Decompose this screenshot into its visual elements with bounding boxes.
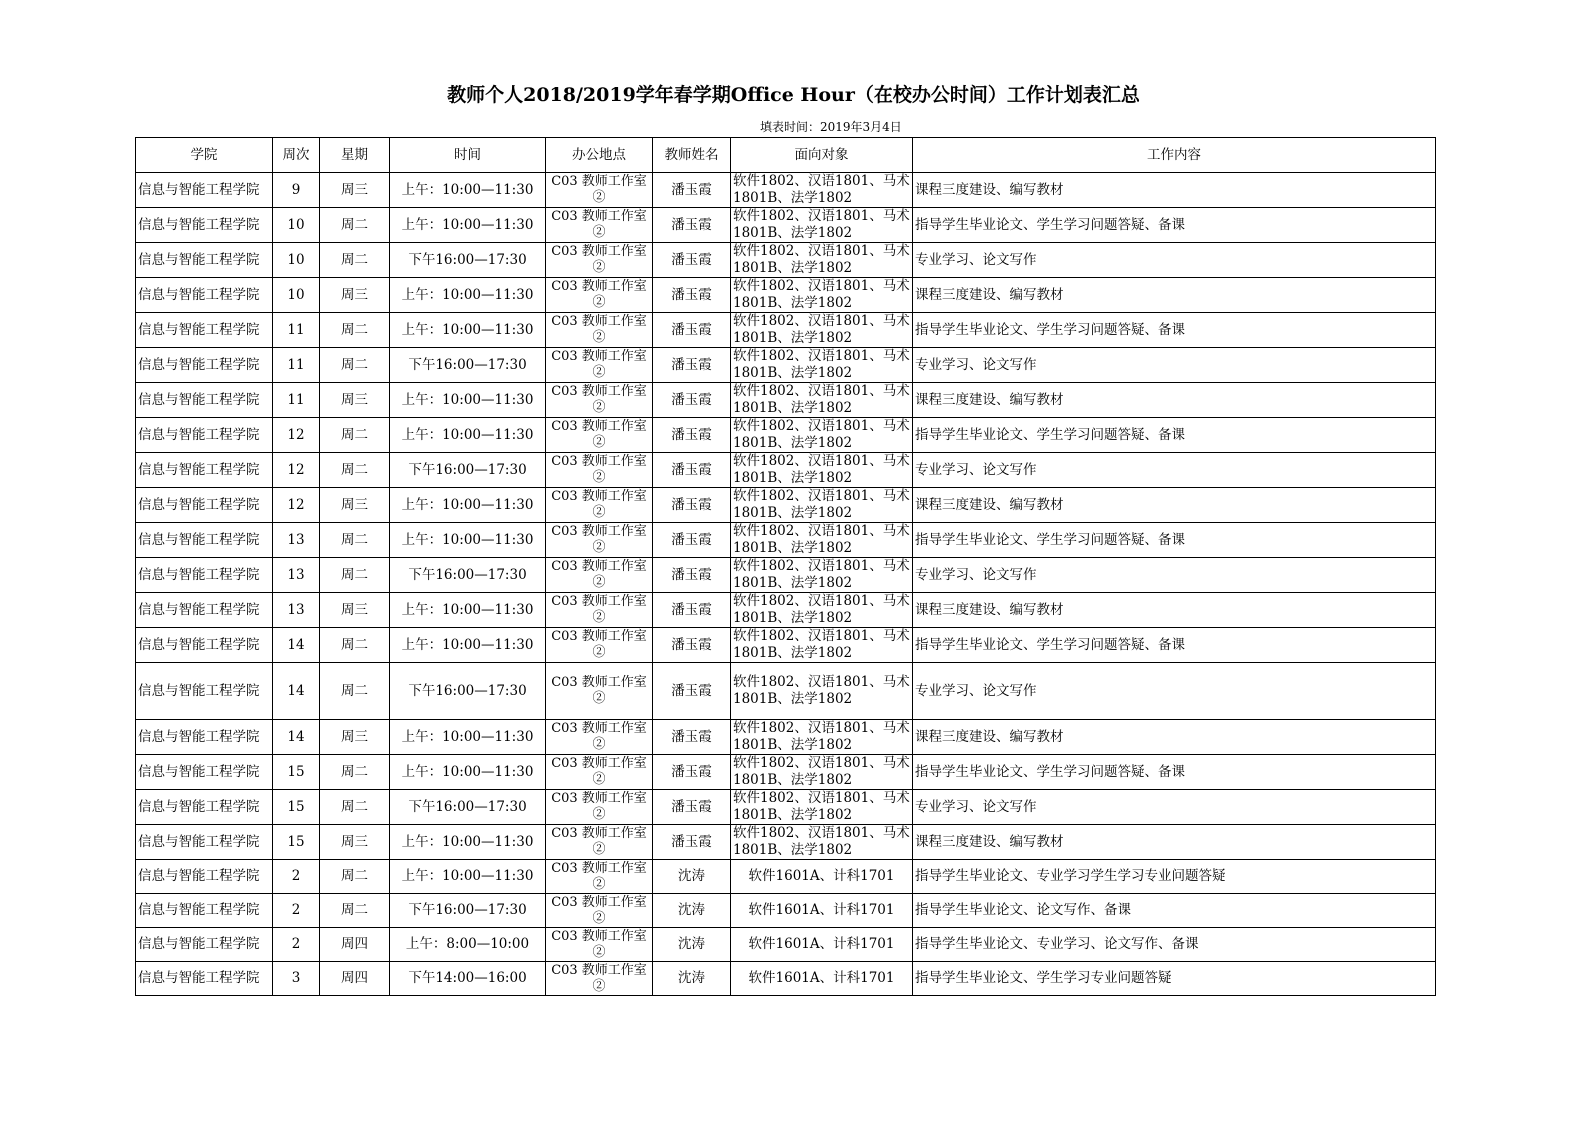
location-cell: C03 教师工作室② [546, 348, 653, 383]
header-cell: 时间 [390, 138, 546, 173]
location-cell: C03 教师工作室② [546, 928, 653, 962]
teacher-cell: 潘玉霞 [653, 790, 731, 825]
content-cell: 专业学习、论文写作 [913, 453, 1436, 488]
teacher-cell: 潘玉霞 [653, 488, 731, 523]
location-cell: C03 教师工作室② [546, 418, 653, 453]
day-cell: 周二 [320, 348, 390, 383]
audience-cell: 软件1802、汉语1801、马术1801B、法学1802 [731, 243, 913, 278]
day-cell: 周三 [320, 173, 390, 208]
audience-cell: 软件1601A、计科1701 [731, 962, 913, 996]
day-cell: 周二 [320, 628, 390, 663]
college-cell: 信息与智能工程学院 [136, 278, 273, 313]
time-cell: 下午16:00—17:30 [390, 243, 546, 278]
college-cell: 信息与智能工程学院 [136, 208, 273, 243]
content-cell: 指导学生毕业论文、论文写作、备课 [913, 894, 1436, 928]
week-cell: 2 [273, 894, 320, 928]
day-cell: 周三 [320, 825, 390, 860]
location-cell: C03 教师工作室② [546, 208, 653, 243]
header-cell: 面向对象 [731, 138, 913, 173]
day-cell: 周三 [320, 488, 390, 523]
time-cell: 下午16:00—17:30 [390, 453, 546, 488]
content-cell: 指导学生毕业论文、学生学习专业问题答疑 [913, 962, 1436, 996]
time-cell: 上午：10:00—11:30 [390, 860, 546, 894]
teacher-cell: 潘玉霞 [653, 825, 731, 860]
college-cell: 信息与智能工程学院 [136, 313, 273, 348]
time-cell: 下午16:00—17:30 [390, 348, 546, 383]
time-cell: 上午：10:00—11:30 [390, 383, 546, 418]
day-cell: 周二 [320, 755, 390, 790]
college-cell: 信息与智能工程学院 [136, 173, 273, 208]
time-cell: 上午：10:00—11:30 [390, 720, 546, 755]
table-row [136, 278, 1436, 313]
content-cell: 专业学习、论文写作 [913, 348, 1436, 383]
location-cell: C03 教师工作室② [546, 383, 653, 418]
week-cell: 2 [273, 928, 320, 962]
header-cell: 星期 [320, 138, 390, 173]
table-row [136, 755, 1436, 790]
location-cell: C03 教师工作室② [546, 894, 653, 928]
header-cell: 工作内容 [913, 138, 1436, 173]
college-cell: 信息与智能工程学院 [136, 558, 273, 593]
college-cell: 信息与智能工程学院 [136, 243, 273, 278]
location-cell: C03 教师工作室② [546, 825, 653, 860]
teacher-cell: 潘玉霞 [653, 278, 731, 313]
location-cell: C03 教师工作室② [546, 488, 653, 523]
college-cell: 信息与智能工程学院 [136, 720, 273, 755]
audience-cell: 软件1802、汉语1801、马术1801B、法学1802 [731, 663, 913, 720]
time-cell: 上午：10:00—11:30 [390, 523, 546, 558]
college-cell: 信息与智能工程学院 [136, 523, 273, 558]
table-row [136, 894, 1436, 928]
table-row [136, 383, 1436, 418]
header-row [136, 138, 1436, 173]
audience-cell: 软件1802、汉语1801、马术1801B、法学1802 [731, 558, 913, 593]
content-cell: 指导学生毕业论文、学生学习问题答疑、备课 [913, 523, 1436, 558]
location-cell: C03 教师工作室② [546, 860, 653, 894]
time-cell: 上午：10:00—11:30 [390, 313, 546, 348]
header-cell: 周次 [273, 138, 320, 173]
day-cell: 周三 [320, 383, 390, 418]
week-cell: 14 [273, 628, 320, 663]
location-cell: C03 教师工作室② [546, 790, 653, 825]
audience-cell: 软件1802、汉语1801、马术1801B、法学1802 [731, 825, 913, 860]
college-cell: 信息与智能工程学院 [136, 348, 273, 383]
college-cell: 信息与智能工程学院 [136, 663, 273, 720]
table-row [136, 453, 1436, 488]
audience-cell: 软件1802、汉语1801、马术1801B、法学1802 [731, 593, 913, 628]
week-cell: 13 [273, 558, 320, 593]
audience-cell: 软件1802、汉语1801、马术1801B、法学1802 [731, 790, 913, 825]
week-cell: 11 [273, 348, 320, 383]
day-cell: 周四 [320, 928, 390, 962]
location-cell: C03 教师工作室② [546, 453, 653, 488]
week-cell: 10 [273, 208, 320, 243]
location-cell: C03 教师工作室② [546, 962, 653, 996]
table-row [136, 558, 1436, 593]
day-cell: 周二 [320, 894, 390, 928]
content-cell: 专业学习、论文写作 [913, 663, 1436, 720]
week-cell: 14 [273, 663, 320, 720]
audience-cell: 软件1802、汉语1801、马术1801B、法学1802 [731, 208, 913, 243]
college-cell: 信息与智能工程学院 [136, 488, 273, 523]
content-cell: 课程三度建设、编写教材 [913, 488, 1436, 523]
office-hour-table [135, 137, 1436, 996]
day-cell: 周二 [320, 663, 390, 720]
day-cell: 周三 [320, 593, 390, 628]
time-cell: 上午：10:00—11:30 [390, 488, 546, 523]
time-cell: 上午：8:00—10:00 [390, 928, 546, 962]
day-cell: 周二 [320, 243, 390, 278]
audience-cell: 软件1601A、计科1701 [731, 928, 913, 962]
day-cell: 周三 [320, 720, 390, 755]
content-cell: 课程三度建设、编写教材 [913, 383, 1436, 418]
college-cell: 信息与智能工程学院 [136, 790, 273, 825]
table-row [136, 720, 1436, 755]
college-cell: 信息与智能工程学院 [136, 860, 273, 894]
teacher-cell: 潘玉霞 [653, 663, 731, 720]
college-cell: 信息与智能工程学院 [136, 928, 273, 962]
teacher-cell: 潘玉霞 [653, 720, 731, 755]
table-row [136, 928, 1436, 962]
content-cell: 专业学习、论文写作 [913, 790, 1436, 825]
day-cell: 周三 [320, 278, 390, 313]
teacher-cell: 潘玉霞 [653, 313, 731, 348]
table-row [136, 860, 1436, 894]
audience-cell: 软件1802、汉语1801、马术1801B、法学1802 [731, 488, 913, 523]
day-cell: 周二 [320, 790, 390, 825]
teacher-cell: 潘玉霞 [653, 755, 731, 790]
table-row [136, 488, 1436, 523]
teacher-cell: 沈涛 [653, 962, 731, 996]
location-cell: C03 教师工作室② [546, 628, 653, 663]
college-cell: 信息与智能工程学院 [136, 825, 273, 860]
table-row [136, 790, 1436, 825]
audience-cell: 软件1802、汉语1801、马术1801B、法学1802 [731, 720, 913, 755]
location-cell: C03 教师工作室② [546, 755, 653, 790]
time-cell: 上午：10:00—11:30 [390, 593, 546, 628]
content-cell: 指导学生毕业论文、学生学习问题答疑、备课 [913, 628, 1436, 663]
location-cell: C03 教师工作室② [546, 593, 653, 628]
location-cell: C03 教师工作室② [546, 558, 653, 593]
time-cell: 上午：10:00—11:30 [390, 755, 546, 790]
audience-cell: 软件1601A、计科1701 [731, 860, 913, 894]
week-cell: 3 [273, 962, 320, 996]
day-cell: 周二 [320, 453, 390, 488]
week-cell: 15 [273, 755, 320, 790]
content-cell: 课程三度建设、编写教材 [913, 278, 1436, 313]
teacher-cell: 潘玉霞 [653, 243, 731, 278]
audience-cell: 软件1802、汉语1801、马术1801B、法学1802 [731, 173, 913, 208]
location-cell: C03 教师工作室② [546, 523, 653, 558]
table-row [136, 628, 1436, 663]
week-cell: 15 [273, 825, 320, 860]
week-cell: 13 [273, 523, 320, 558]
audience-cell: 软件1802、汉语1801、马术1801B、法学1802 [731, 418, 913, 453]
day-cell: 周二 [320, 523, 390, 558]
week-cell: 11 [273, 313, 320, 348]
content-cell: 课程三度建设、编写教材 [913, 593, 1436, 628]
teacher-cell: 潘玉霞 [653, 593, 731, 628]
table-row [136, 173, 1436, 208]
week-cell: 12 [273, 418, 320, 453]
page-title: 教师个人2018/2019学年春学期Office Hour（在校办公时间）工作计划表汇总 [447, 84, 1140, 106]
teacher-cell: 潘玉霞 [653, 453, 731, 488]
college-cell: 信息与智能工程学院 [136, 593, 273, 628]
teacher-cell: 潘玉霞 [653, 523, 731, 558]
fill-date: 填表时间：2019年3月4日 [760, 120, 902, 134]
location-cell: C03 教师工作室② [546, 663, 653, 720]
teacher-cell: 沈涛 [653, 928, 731, 962]
college-cell: 信息与智能工程学院 [136, 628, 273, 663]
day-cell: 周四 [320, 962, 390, 996]
content-cell: 专业学习、论文写作 [913, 243, 1436, 278]
teacher-cell: 潘玉霞 [653, 558, 731, 593]
audience-cell: 软件1802、汉语1801、马术1801B、法学1802 [731, 348, 913, 383]
week-cell: 10 [273, 243, 320, 278]
teacher-cell: 潘玉霞 [653, 208, 731, 243]
header-cell: 学院 [136, 138, 273, 173]
audience-cell: 软件1802、汉语1801、马术1801B、法学1802 [731, 453, 913, 488]
college-cell: 信息与智能工程学院 [136, 755, 273, 790]
day-cell: 周二 [320, 418, 390, 453]
table-row [136, 663, 1436, 720]
time-cell: 下午16:00—17:30 [390, 558, 546, 593]
audience-cell: 软件1802、汉语1801、马术1801B、法学1802 [731, 313, 913, 348]
week-cell: 14 [273, 720, 320, 755]
teacher-cell: 潘玉霞 [653, 628, 731, 663]
time-cell: 上午：10:00—11:30 [390, 418, 546, 453]
audience-cell: 软件1802、汉语1801、马术1801B、法学1802 [731, 278, 913, 313]
audience-cell: 软件1802、汉语1801、马术1801B、法学1802 [731, 755, 913, 790]
content-cell: 指导学生毕业论文、学生学习问题答疑、备课 [913, 313, 1436, 348]
content-cell: 课程三度建设、编写教材 [913, 720, 1436, 755]
time-cell: 下午16:00—17:30 [390, 663, 546, 720]
week-cell: 12 [273, 453, 320, 488]
content-cell: 课程三度建设、编写教材 [913, 825, 1436, 860]
college-cell: 信息与智能工程学院 [136, 418, 273, 453]
location-cell: C03 教师工作室② [546, 720, 653, 755]
location-cell: C03 教师工作室② [546, 278, 653, 313]
table-row [136, 962, 1436, 996]
teacher-cell: 潘玉霞 [653, 173, 731, 208]
time-cell: 上午：10:00—11:30 [390, 628, 546, 663]
header-cell: 教师姓名 [653, 138, 731, 173]
table-row [136, 418, 1436, 453]
teacher-cell: 沈涛 [653, 894, 731, 928]
time-cell: 上午：10:00—11:30 [390, 825, 546, 860]
location-cell: C03 教师工作室② [546, 313, 653, 348]
day-cell: 周二 [320, 313, 390, 348]
teacher-cell: 潘玉霞 [653, 383, 731, 418]
teacher-cell: 潘玉霞 [653, 348, 731, 383]
college-cell: 信息与智能工程学院 [136, 962, 273, 996]
time-cell: 下午16:00—17:30 [390, 894, 546, 928]
week-cell: 12 [273, 488, 320, 523]
audience-cell: 软件1802、汉语1801、马术1801B、法学1802 [731, 523, 913, 558]
teacher-cell: 沈涛 [653, 860, 731, 894]
college-cell: 信息与智能工程学院 [136, 453, 273, 488]
week-cell: 9 [273, 173, 320, 208]
content-cell: 课程三度建设、编写教材 [913, 173, 1436, 208]
content-cell: 专业学习、论文写作 [913, 558, 1436, 593]
time-cell: 下午16:00—17:30 [390, 790, 546, 825]
table-row [136, 523, 1436, 558]
time-cell: 上午：10:00—11:30 [390, 208, 546, 243]
table-row [136, 348, 1436, 383]
day-cell: 周二 [320, 208, 390, 243]
location-cell: C03 教师工作室② [546, 243, 653, 278]
week-cell: 13 [273, 593, 320, 628]
week-cell: 2 [273, 860, 320, 894]
audience-cell: 软件1802、汉语1801、马术1801B、法学1802 [731, 628, 913, 663]
college-cell: 信息与智能工程学院 [136, 894, 273, 928]
week-cell: 11 [273, 383, 320, 418]
content-cell: 指导学生毕业论文、学生学习问题答疑、备课 [913, 418, 1436, 453]
table-row [136, 313, 1436, 348]
time-cell: 上午：10:00—11:30 [390, 278, 546, 313]
day-cell: 周二 [320, 558, 390, 593]
table-row [136, 825, 1436, 860]
week-cell: 15 [273, 790, 320, 825]
audience-cell: 软件1601A、计科1701 [731, 894, 913, 928]
week-cell: 10 [273, 278, 320, 313]
table-row [136, 243, 1436, 278]
table-row [136, 208, 1436, 243]
header-cell: 办公地点 [546, 138, 653, 173]
content-cell: 指导学生毕业论文、专业学习、论文写作、备课 [913, 928, 1436, 962]
audience-cell: 软件1802、汉语1801、马术1801B、法学1802 [731, 383, 913, 418]
day-cell: 周二 [320, 860, 390, 894]
content-cell: 指导学生毕业论文、专业学习学生学习专业问题答疑 [913, 860, 1436, 894]
table-row [136, 593, 1436, 628]
teacher-cell: 潘玉霞 [653, 418, 731, 453]
college-cell: 信息与智能工程学院 [136, 383, 273, 418]
content-cell: 指导学生毕业论文、学生学习问题答疑、备课 [913, 755, 1436, 790]
content-cell: 指导学生毕业论文、学生学习问题答疑、备课 [913, 208, 1436, 243]
time-cell: 下午14:00—16:00 [390, 962, 546, 996]
location-cell: C03 教师工作室② [546, 173, 653, 208]
time-cell: 上午：10:00—11:30 [390, 173, 546, 208]
